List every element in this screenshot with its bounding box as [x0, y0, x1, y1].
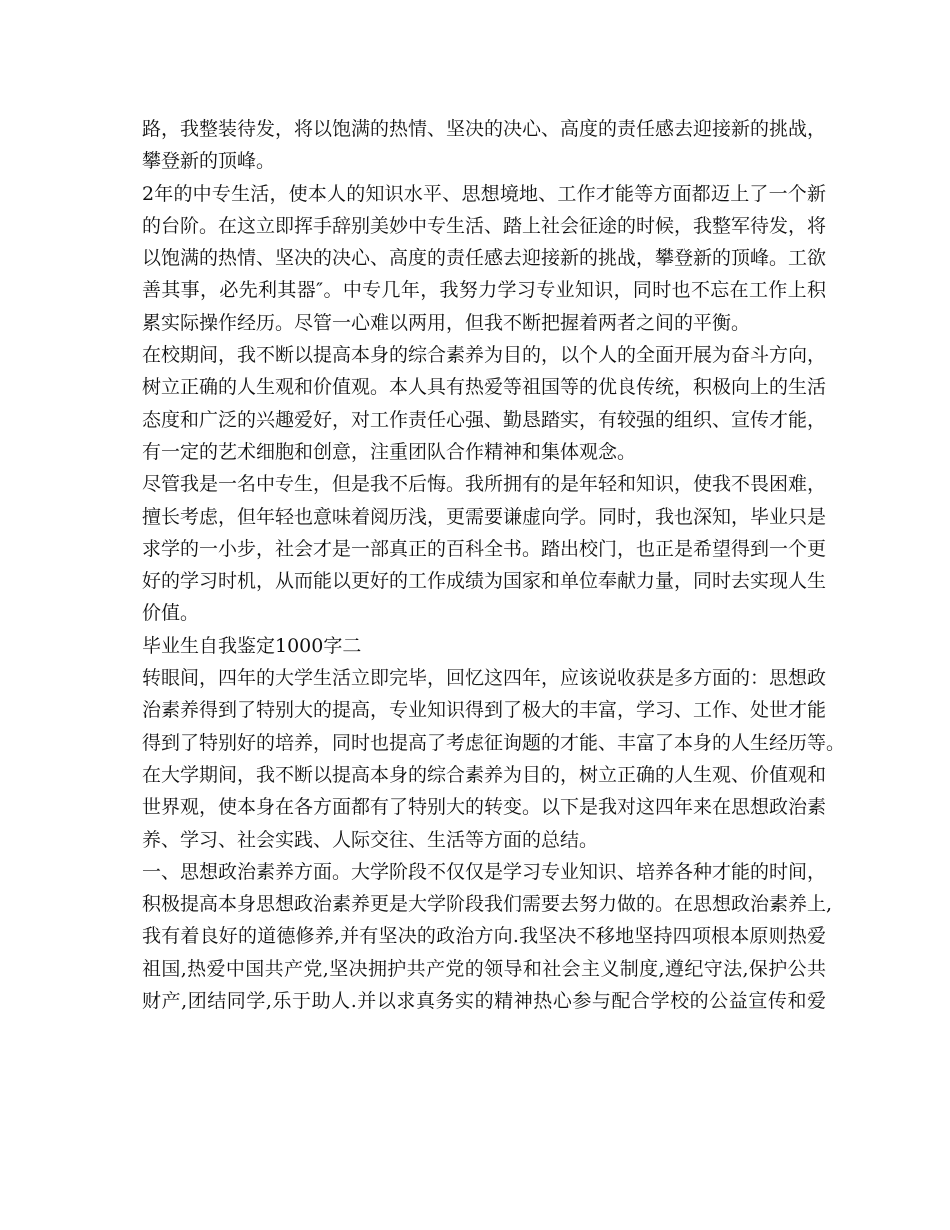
- text-line: 尽管我是一名中专生，但是我不后悔。我所拥有的是年轻和知识，使我不畏困难，: [142, 473, 827, 496]
- text-line: 在校期间，我不断以提高本身的综合素养为目的，以个人的全面开展为奋斗方向，: [142, 344, 827, 367]
- text-line: 积极提高本身思想政治素养更是大学阶段我们需要去努力做的。在思想政治素养上,: [142, 893, 833, 916]
- document-page: [142, 113, 846, 1017]
- text-line: 我有着良好的道德修养,并有坚决的政治方向.我坚决不移地坚持四项根本原则热爱: [142, 925, 826, 948]
- text-line: 财产,团结同学,乐于助人.并以求真务实的精神热心参与配合学校的公益宣传和爱: [142, 990, 826, 1013]
- text-line: 攀登新的顶峰。: [142, 150, 276, 173]
- text-line: 价值。: [142, 602, 200, 625]
- text-line: 转眼间，四年的大学生活立即完毕，回忆这四年，应该说收获是多方面的：思想政: [142, 667, 827, 690]
- text-line: 路，我整装待发，将以饱满的热情、坚决的决心、高度的责任感去迎接新的挑战，: [142, 118, 827, 140]
- text-line: 治素养得到了特别大的提高，专业知识得到了极大的丰富，学习、工作、处世才能: [142, 699, 827, 722]
- text-line: 世界观，使本身在各方面都有了特别大的转变。以下是我对这四年来在思想政治素: [142, 796, 827, 819]
- text-line: 求学的一小步，社会才是一部真正的百科全书。踏出校门，也正是希望得到一个更: [142, 537, 827, 560]
- text-line: 累实际操作经历。尽管一心难以两用，但我不断把握着两者之间的平衡。: [142, 311, 751, 334]
- text-line: 的台阶。在这立即挥手辞别美妙中专生活、踏上社会征途的时候，我整军待发，将: [142, 214, 827, 237]
- text-line: 态度和广泛的兴趣爱好，对工作责任心强、勤恳踏实，有较强的组织、宣传才能，: [142, 408, 827, 431]
- text-line: 祖国,热爱中国共产党,坚决拥护共产党的领导和社会主义制度,遵纪守法,保护公共: [142, 957, 826, 980]
- text-line: 树立正确的人生观和价值观。本人具有热爱等祖国等的优良传统，积极向上的生活: [142, 376, 827, 399]
- text-line: 在大学期间，我不断以提高本身的综合素养为目的，树立正确的人生观、价值观和: [142, 763, 827, 786]
- text-line: 有一定的艺术细胞和创意，注重团队合作精神和集体观念。: [142, 440, 637, 463]
- text-line: 养、学习、社会实践、人际交往、生活等方面的总结。: [142, 828, 599, 851]
- text-line: 毕业生自我鉴定1000字二: [142, 634, 362, 657]
- text-line: 擅长考虑，但年轻也意味着阅历浅，更需要谦虚向学。同时，我也深知，毕业只是: [142, 505, 827, 528]
- text-line: 一、思想政治素养方面。大学阶段不仅仅是学习专业知识、培养各种才能的时间，: [142, 860, 827, 883]
- text-line: 好的学习时机，从而能以更好的工作成绩为国家和单位奉献力量，同时去实现人生: [142, 570, 827, 593]
- text-line: 以饱满的热情、坚决的决心、高度的责任感去迎接新的挑战，攀登新的顶峰。工欲: [142, 247, 827, 270]
- text-line: 2年的中专生活，使本人的知识水平、思想境地、工作才能等方面都迈上了一个新: [142, 182, 826, 205]
- text-line: 善其事，必先利其器″。中专几年，我努力学习专业知识，同时也不忘在工作上积: [142, 279, 826, 302]
- text-line: 得到了特别好的培养，同时也提高了考虑征询题的才能、丰富了本身的人生经历等。: [142, 731, 846, 754]
